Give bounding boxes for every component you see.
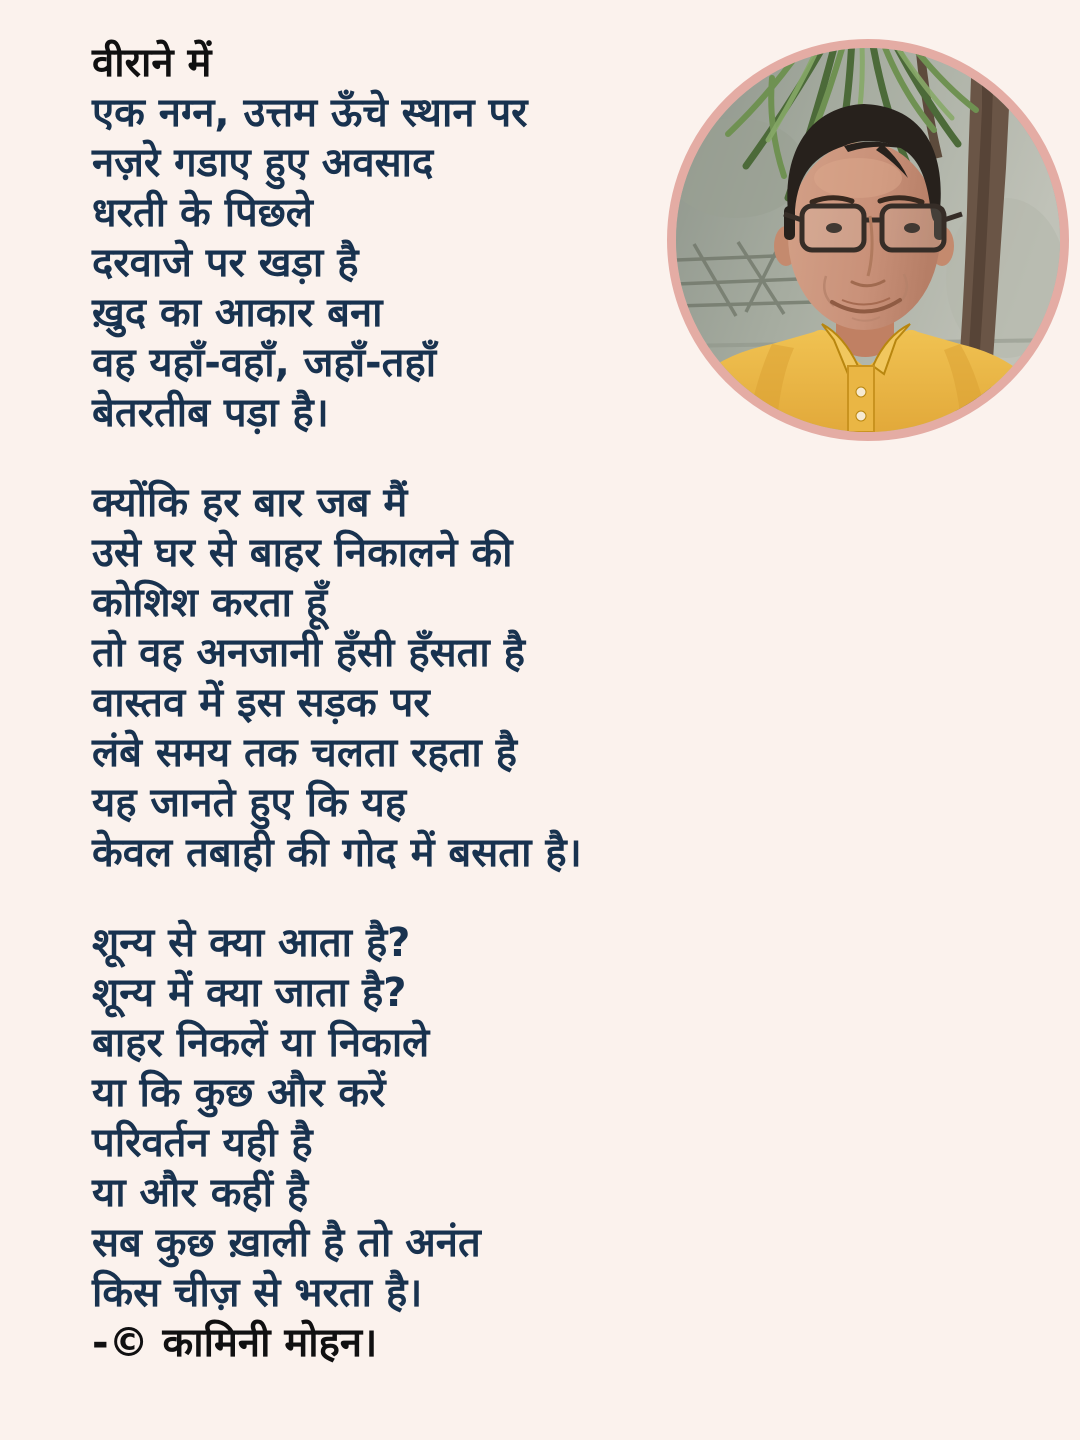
poem-signature: -© कामिनी मोहन। — [92, 1320, 378, 1366]
poem-line: कोशिश करता हूँ — [92, 580, 328, 626]
poem-text-block — [92, 38, 582, 1368]
poem-line: यह जानते हुए कि यह — [92, 780, 407, 826]
poem-line: लंबे समय तक चलता रहता है — [92, 730, 517, 776]
poem-line: केवल तबाही की गोद में बसता है। — [92, 830, 582, 876]
poem-line: उसे घर से बाहर निकालने की — [92, 530, 513, 576]
poem-line: या और कहीं है — [92, 1170, 309, 1216]
poem-line: शून्य में क्या जाता है? — [92, 970, 407, 1016]
poem-line: वास्तव में इस सड़क पर — [92, 680, 430, 726]
poem-stanza-1 — [92, 38, 582, 438]
poem-line: दरवाजे पर खड़ा है — [92, 240, 359, 286]
poem-line: बेतरतीब पड़ा है। — [92, 390, 329, 436]
poem-line: ख़ुद का आकार बना — [92, 290, 383, 336]
poem-title: वीराने में — [92, 40, 212, 86]
poem-line: धरती के पिछले — [92, 190, 313, 236]
poem-stanza-3 — [92, 918, 582, 1368]
poem-line: बाहर निकलें या निकाले — [92, 1020, 430, 1066]
poem-line: किस चीज़ से भरता है। — [92, 1270, 423, 1316]
poem-line: तो वह अनजानी हँसी हँसता है — [92, 630, 525, 676]
poem-line: एक नग्न, उत्तम ऊँचे स्थान पर — [92, 90, 528, 136]
poem-line: शून्य से क्या आता है? — [92, 920, 411, 966]
poem-line: या कि कुछ और करें — [92, 1070, 386, 1116]
poem-stanza-2 — [92, 478, 582, 878]
poem-line: क्योंकि हर बार जब मैं — [92, 480, 408, 526]
poem-line: नज़रे गडाए हुए अवसाद — [92, 140, 434, 186]
poem-line: वह यहाँ-वहाँ, जहाँ-तहाँ — [92, 340, 437, 386]
poem-line: परिवर्तन यही है — [92, 1120, 313, 1166]
poem-line: सब कुछ ख़ाली है तो अनंत — [92, 1220, 481, 1266]
author-portrait-illustration — [676, 48, 1060, 432]
author-photo — [667, 39, 1069, 441]
